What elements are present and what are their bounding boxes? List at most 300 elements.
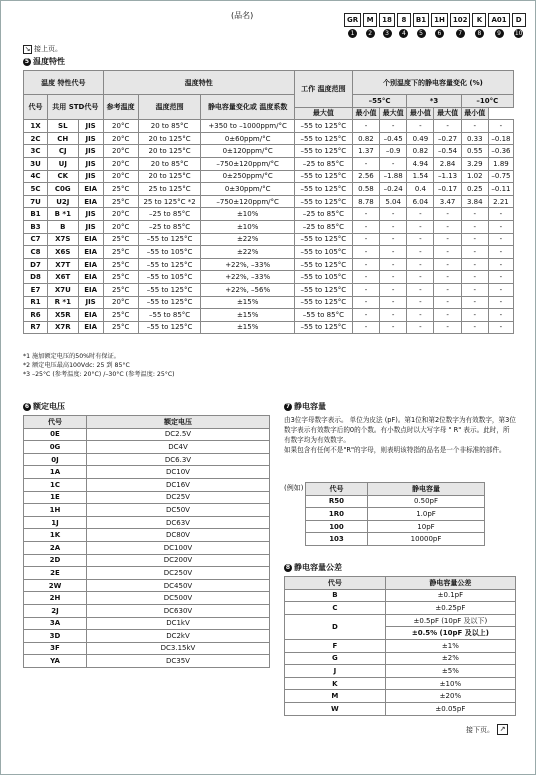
- table-cell: 20°C: [103, 208, 138, 221]
- table-cell: 2.21: [488, 195, 513, 208]
- table-cell: ±22%: [201, 233, 294, 246]
- continued-next-note: [466, 724, 508, 735]
- table-cell: 25°C: [103, 246, 138, 259]
- table-cell: 1.89: [488, 157, 513, 170]
- table-cell: JIS: [78, 296, 103, 309]
- table-cell: 1H: [24, 504, 87, 517]
- table-cell: -: [407, 233, 434, 246]
- table-cell: 5C: [24, 183, 48, 196]
- table-cell: -: [488, 208, 513, 221]
- table-cell: DC2kV: [87, 630, 270, 643]
- table-cell: –55 to 105°C: [294, 271, 352, 284]
- table-cell: -: [380, 233, 407, 246]
- table-cell: X6S: [48, 246, 79, 259]
- table-cell: JIS: [78, 220, 103, 233]
- th-max: 最大值: [434, 107, 461, 120]
- table-cell: 3C: [24, 145, 48, 158]
- table-cell: DC35V: [87, 655, 270, 668]
- arrow-down-right-icon: ↘: [24, 44, 31, 53]
- table-cell: ±10%: [201, 208, 294, 221]
- table-cell: –55 to 125°C: [138, 233, 201, 246]
- table-cell: -: [434, 258, 461, 271]
- table-cell: 25°C: [103, 183, 138, 196]
- th-t1: –55°C: [352, 95, 406, 108]
- part-code-box: [450, 13, 471, 38]
- th-temp-char-code: 温度 特性代号: [24, 71, 104, 95]
- table-cell: -: [352, 220, 379, 233]
- table-cell: -: [461, 283, 488, 296]
- table-row: [24, 642, 270, 655]
- part-code-value: GR: [344, 13, 361, 27]
- table-cell: 0±120ppm/°C: [201, 145, 294, 158]
- table-cell: -: [461, 233, 488, 246]
- table-cell: 20°C: [103, 132, 138, 145]
- table-cell: -: [352, 233, 379, 246]
- part-code-number-icon: 1: [348, 29, 357, 38]
- part-code-number-icon: 2: [366, 29, 375, 38]
- table-cell: CK: [48, 170, 79, 183]
- note-3: *3 –25°C (参考温度: 20°C) /–30°C (参考温度: 25°C): [23, 371, 175, 378]
- table-cell: EIA: [78, 309, 103, 322]
- section-capacitance-title: [284, 401, 326, 412]
- table-cell: 20 to 125°C: [138, 170, 201, 183]
- table-cell: –0.11: [488, 183, 513, 196]
- th-max: 最大值: [294, 107, 352, 120]
- table-cell: ±0.05pF: [385, 702, 515, 715]
- table-row: [24, 491, 270, 504]
- table-cell: 0.58: [352, 183, 379, 196]
- table-cell: D: [285, 614, 386, 639]
- table-cell: 2D: [24, 554, 87, 567]
- table-row: [285, 602, 516, 615]
- table-cell: –55 to 105°C: [138, 246, 201, 259]
- table-cell: 100: [306, 520, 368, 533]
- table-cell: –55 to 125°C: [294, 233, 352, 246]
- section-temp-title: [23, 56, 65, 67]
- table-cell: DC4V: [87, 441, 270, 454]
- th-t2: *3: [407, 95, 461, 108]
- table-cell: 1K: [24, 529, 87, 542]
- table-cell: –25 to 85°C: [294, 208, 352, 221]
- table-cell: 0.50pF: [368, 495, 485, 508]
- table-cell: 103: [306, 533, 368, 546]
- part-code-value: M: [363, 13, 377, 27]
- table-row: [24, 516, 270, 529]
- part-code-value: 8: [397, 13, 411, 27]
- table-cell: -: [434, 271, 461, 284]
- table-cell: G: [285, 652, 386, 665]
- table-row: [24, 321, 514, 334]
- table-cell: 1.02: [461, 170, 488, 183]
- table-cell: 20°C: [103, 145, 138, 158]
- table-cell: CH: [48, 132, 79, 145]
- th-ref-temp: 参考温度: [103, 95, 138, 120]
- table-cell: 0.33: [461, 132, 488, 145]
- part-code-box: [488, 13, 509, 38]
- table-cell: B3: [24, 220, 48, 233]
- table-cell: 0±30ppm/°C: [201, 183, 294, 196]
- table-cell: 20 to 85°C: [138, 157, 201, 170]
- table-cell: -: [407, 246, 434, 259]
- table-cell: 2H: [24, 592, 87, 605]
- th-capacitance: 静电容量: [368, 483, 485, 496]
- table-cell: 1.37: [352, 145, 379, 158]
- table-cell: 6.04: [407, 195, 434, 208]
- table-cell: –55 to 125°C: [138, 321, 201, 334]
- table-cell: 25°C: [103, 321, 138, 334]
- table-cell: -: [461, 220, 488, 233]
- part-code-value: A01: [488, 13, 509, 27]
- table-row: [24, 478, 270, 491]
- table-cell: -: [380, 258, 407, 271]
- table-cell: EIA: [78, 233, 103, 246]
- table-row: [24, 453, 270, 466]
- table-cell: 25°C: [103, 258, 138, 271]
- table-cell: EIA: [78, 183, 103, 196]
- table-cell: DC250V: [87, 567, 270, 580]
- table-cell: 1R0: [306, 508, 368, 521]
- table-cell: 0±60ppm/°C: [201, 132, 294, 145]
- table-cell: DC63V: [87, 516, 270, 529]
- table-cell: B: [48, 220, 79, 233]
- table-row: [306, 495, 485, 508]
- table-cell: 25 to 125°C: [138, 183, 201, 196]
- table-cell: –25 to 85°C: [138, 208, 201, 221]
- table-row: [24, 630, 270, 643]
- table-cell: -: [434, 309, 461, 322]
- table-cell: -: [461, 246, 488, 259]
- table-cell: JIS: [78, 145, 103, 158]
- table-cell: –0.45: [380, 132, 407, 145]
- table-cell: 0.55: [461, 145, 488, 158]
- section-title-text: 静电容量公差: [294, 563, 342, 572]
- table-cell: 2C: [24, 132, 48, 145]
- table-cell: 7U: [24, 195, 48, 208]
- table-cell: ±2%: [385, 652, 515, 665]
- table-cell: 0G: [24, 441, 87, 454]
- table-cell: -: [461, 120, 488, 133]
- table-cell: –55 to 125°C: [294, 132, 352, 145]
- table-cell: 4.94: [407, 157, 434, 170]
- table-cell: JIS: [78, 157, 103, 170]
- part-code-box: [472, 13, 486, 38]
- table-cell: X7T: [48, 258, 79, 271]
- part-code-value: B1: [413, 13, 429, 27]
- continued-next-text: 接下页。: [466, 725, 494, 734]
- table-cell: –55 to 125°C: [294, 195, 352, 208]
- table-row: [285, 677, 516, 690]
- table-cell: 10000pF: [368, 533, 485, 546]
- part-code-number-icon: 7: [456, 29, 465, 38]
- table-cell: -: [352, 321, 379, 334]
- table-row: [306, 508, 485, 521]
- table-cell: X7S: [48, 233, 79, 246]
- part-code-value: K: [472, 13, 486, 27]
- table-cell: E7: [24, 283, 48, 296]
- table-cell: DC1kV: [87, 617, 270, 630]
- table-row: [285, 589, 516, 602]
- part-code-number-icon: 6: [435, 29, 444, 38]
- table-cell: -: [461, 309, 488, 322]
- th-t3: –10°C: [461, 95, 513, 108]
- part-code-boxes: [344, 13, 526, 38]
- table-cell: DC6.3V: [87, 453, 270, 466]
- table-cell: -: [461, 258, 488, 271]
- table-cell: C7: [24, 233, 48, 246]
- table-cell: R6: [24, 309, 48, 322]
- table-cell: -: [380, 271, 407, 284]
- table-row: [24, 579, 270, 592]
- part-code-box: [397, 13, 411, 38]
- table-cell: DC10V: [87, 466, 270, 479]
- part-code-box: [413, 13, 429, 38]
- table-cell: R50: [306, 495, 368, 508]
- example-label: (例如): [284, 484, 304, 492]
- table-cell: -: [488, 246, 513, 259]
- table-cell: X6T: [48, 271, 79, 284]
- tolerance-table: [284, 576, 516, 716]
- table-cell: -: [407, 321, 434, 334]
- table-cell: 25°C: [103, 233, 138, 246]
- table-cell: -: [434, 233, 461, 246]
- table-row: [24, 567, 270, 580]
- th-code: 代号: [285, 577, 386, 590]
- table-cell: -: [434, 283, 461, 296]
- table-cell: -: [352, 246, 379, 259]
- table-cell: -: [434, 296, 461, 309]
- table-cell: 20°C: [103, 296, 138, 309]
- table-cell: -: [352, 271, 379, 284]
- table-row: [24, 296, 514, 309]
- table-cell: ±10%: [385, 677, 515, 690]
- table-row: [24, 157, 514, 170]
- desc-para-2: 如果包含有任何不是"R"的字母，则表明该特指的品名是一个非标准的部件。: [284, 446, 506, 454]
- table-cell: EIA: [78, 195, 103, 208]
- table-cell: –55 to 105°C: [138, 271, 201, 284]
- table-cell: J: [285, 665, 386, 678]
- table-cell: ±15%: [201, 321, 294, 334]
- table-row: [24, 428, 270, 441]
- th-op-range: 工作 温度范围: [294, 71, 352, 108]
- table-cell: D8: [24, 271, 48, 284]
- table-row: [24, 220, 514, 233]
- table-row: [24, 554, 270, 567]
- table-cell: X7U: [48, 283, 79, 296]
- table-cell: R *1: [48, 296, 79, 309]
- table-cell: 3U: [24, 157, 48, 170]
- table-row: [24, 170, 514, 183]
- th-tolerance: 静电容量公差: [385, 577, 515, 590]
- part-code-value: 102: [450, 13, 471, 27]
- table-cell: –0.24: [380, 183, 407, 196]
- table-row: [24, 541, 270, 554]
- table-row: [24, 195, 514, 208]
- section-title-text: 额定电压: [33, 402, 65, 411]
- table-row: [24, 592, 270, 605]
- part-code-value: 1H: [431, 13, 448, 27]
- table-cell: 2J: [24, 604, 87, 617]
- table-row: [24, 466, 270, 479]
- table-cell: -: [407, 271, 434, 284]
- th-cap-change: 静电容量变化或 温度系数: [201, 95, 294, 120]
- table-cell: -: [407, 296, 434, 309]
- table-cell: -: [380, 296, 407, 309]
- table-cell: 8.78: [352, 195, 379, 208]
- table-cell: ±15%: [201, 296, 294, 309]
- temp-characteristics-table: [23, 70, 514, 334]
- table-row: [285, 652, 516, 665]
- table-cell: –55 to 85°C: [294, 309, 352, 322]
- table-cell: -: [407, 220, 434, 233]
- table-cell: –0.36: [488, 145, 513, 158]
- table-cell: -: [434, 208, 461, 221]
- table-cell: DC450V: [87, 579, 270, 592]
- table-cell: –25 to 85°C: [294, 157, 352, 170]
- table-cell: DC80V: [87, 529, 270, 542]
- table-cell: W: [285, 702, 386, 715]
- table-cell: 3D: [24, 630, 87, 643]
- table-cell: +22%, –33%: [201, 258, 294, 271]
- table-cell: -: [352, 296, 379, 309]
- note-2: *2 额定电压最高100Vdc: 25 到 85°C: [23, 362, 130, 369]
- table-cell: 0.82: [352, 132, 379, 145]
- table-cell: ±1%: [385, 639, 515, 652]
- table-cell: C8: [24, 246, 48, 259]
- th-voltage: 额定电压: [87, 416, 270, 429]
- table-cell: -: [352, 283, 379, 296]
- table-cell: -: [488, 258, 513, 271]
- table-row: [24, 145, 514, 158]
- table-cell: –55 to 125°C: [138, 296, 201, 309]
- section-voltage-title: [23, 401, 65, 412]
- th-max: 最大值: [380, 107, 407, 120]
- table-cell: EIA: [78, 283, 103, 296]
- table-cell: -: [461, 208, 488, 221]
- part-code-number-icon: 5: [417, 29, 426, 38]
- table-cell: –25 to 85°C: [294, 220, 352, 233]
- table-cell: 2W: [24, 579, 87, 592]
- table-cell: M: [285, 690, 386, 703]
- table-row: [24, 258, 514, 271]
- th-code: 代号: [24, 95, 48, 120]
- table-row: [24, 441, 270, 454]
- table-cell: -: [407, 309, 434, 322]
- table-cell: 25°C: [103, 283, 138, 296]
- table-cell: DC500V: [87, 592, 270, 605]
- table-cell: U2J: [48, 195, 79, 208]
- desc-para-1: 由3位字母数字表示。 单位为皮法 (pF)。第1位和第2位数字为有效数字，第3位数字表示有效数字后的0的个数。有小数点时以大写字母 " R" 表示。此时，所有数字均为有效数字。: [284, 416, 516, 444]
- table-cell: -: [352, 208, 379, 221]
- part-code-number-icon: 9: [495, 29, 504, 38]
- table-row: [285, 639, 516, 652]
- th-code: 代号: [24, 416, 87, 429]
- table-cell: –750±120ppm/°C: [201, 157, 294, 170]
- th-code: 代号: [306, 483, 368, 496]
- table-row: [306, 533, 485, 546]
- table-cell: 0.49: [407, 132, 434, 145]
- table-cell: 20 to 125°C: [138, 145, 201, 158]
- table-cell: 25°C: [103, 195, 138, 208]
- table-row: [285, 690, 516, 703]
- table-cell: ±15%: [201, 309, 294, 322]
- part-code-box: [512, 13, 526, 38]
- table-row: [24, 132, 514, 145]
- table-cell: R7: [24, 321, 48, 334]
- table-cell: ±0.5% (10pF 及以上): [385, 627, 515, 640]
- table-cell: –55 to 125°C: [294, 283, 352, 296]
- part-code-number-icon: 4: [399, 29, 408, 38]
- section-tolerance-title: [284, 562, 342, 573]
- table-cell: 20 to 125°C: [138, 132, 201, 145]
- table-row: [24, 309, 514, 322]
- table-cell: 3A: [24, 617, 87, 630]
- table-cell: +22%, –33%: [201, 271, 294, 284]
- table-cell: 20 to 85°C: [138, 120, 201, 133]
- table-cell: ±0.5pF (10pF 及以下): [385, 614, 515, 627]
- arrow-up-right-icon: ↗: [497, 724, 508, 735]
- table-cell: JIS: [78, 120, 103, 133]
- table-cell: –0.9: [380, 145, 407, 158]
- table-row: [24, 246, 514, 259]
- table-cell: EIA: [78, 258, 103, 271]
- table-cell: DC630V: [87, 604, 270, 617]
- th-temp-char: 温度特性: [103, 71, 294, 95]
- table-cell: -: [488, 321, 513, 334]
- table-cell: 0E: [24, 428, 87, 441]
- table-cell: DC16V: [87, 478, 270, 491]
- capacitance-example-table: [305, 482, 485, 546]
- table-cell: –1.13: [434, 170, 461, 183]
- table-cell: SL: [48, 120, 79, 133]
- th-min: 最小值: [407, 107, 434, 120]
- table-row: [24, 604, 270, 617]
- table-row: [285, 702, 516, 715]
- table-cell: 20°C: [103, 120, 138, 133]
- continued-from-note: [23, 44, 62, 54]
- table-cell: –0.27: [434, 132, 461, 145]
- table-cell: –55 to 125°C: [138, 283, 201, 296]
- table-row: [24, 504, 270, 517]
- th-min: 最小值: [352, 107, 379, 120]
- table-cell: –55 to 125°C: [294, 258, 352, 271]
- table-cell: –55 to 105°C: [294, 246, 352, 259]
- table-cell: -: [407, 283, 434, 296]
- part-code-number-icon: 8: [475, 29, 484, 38]
- table-cell: –55 to 125°C: [294, 145, 352, 158]
- table-cell: 1.54: [407, 170, 434, 183]
- th-temp-range: 温度范围: [138, 95, 201, 120]
- section-title-text: 温度特性: [33, 57, 65, 66]
- table-cell: -: [461, 321, 488, 334]
- table-cell: DC3.15kV: [87, 642, 270, 655]
- table-row: [24, 120, 514, 133]
- table-cell: –0.54: [434, 145, 461, 158]
- table-cell: –55 to 125°C: [138, 258, 201, 271]
- table-cell: 1X: [24, 120, 48, 133]
- table-cell: -: [380, 220, 407, 233]
- table-cell: DC50V: [87, 504, 270, 517]
- table-cell: +350 to –1000ppm/°C: [201, 120, 294, 133]
- section-number-icon: 8: [285, 563, 291, 571]
- table-cell: –55 to 125°C: [294, 170, 352, 183]
- table-row: [306, 520, 485, 533]
- table-cell: -: [380, 321, 407, 334]
- part-code-box: [363, 13, 377, 38]
- table-cell: B: [285, 589, 386, 602]
- table-cell: 1J: [24, 516, 87, 529]
- table-cell: 2.56: [352, 170, 379, 183]
- table-cell: 3.29: [461, 157, 488, 170]
